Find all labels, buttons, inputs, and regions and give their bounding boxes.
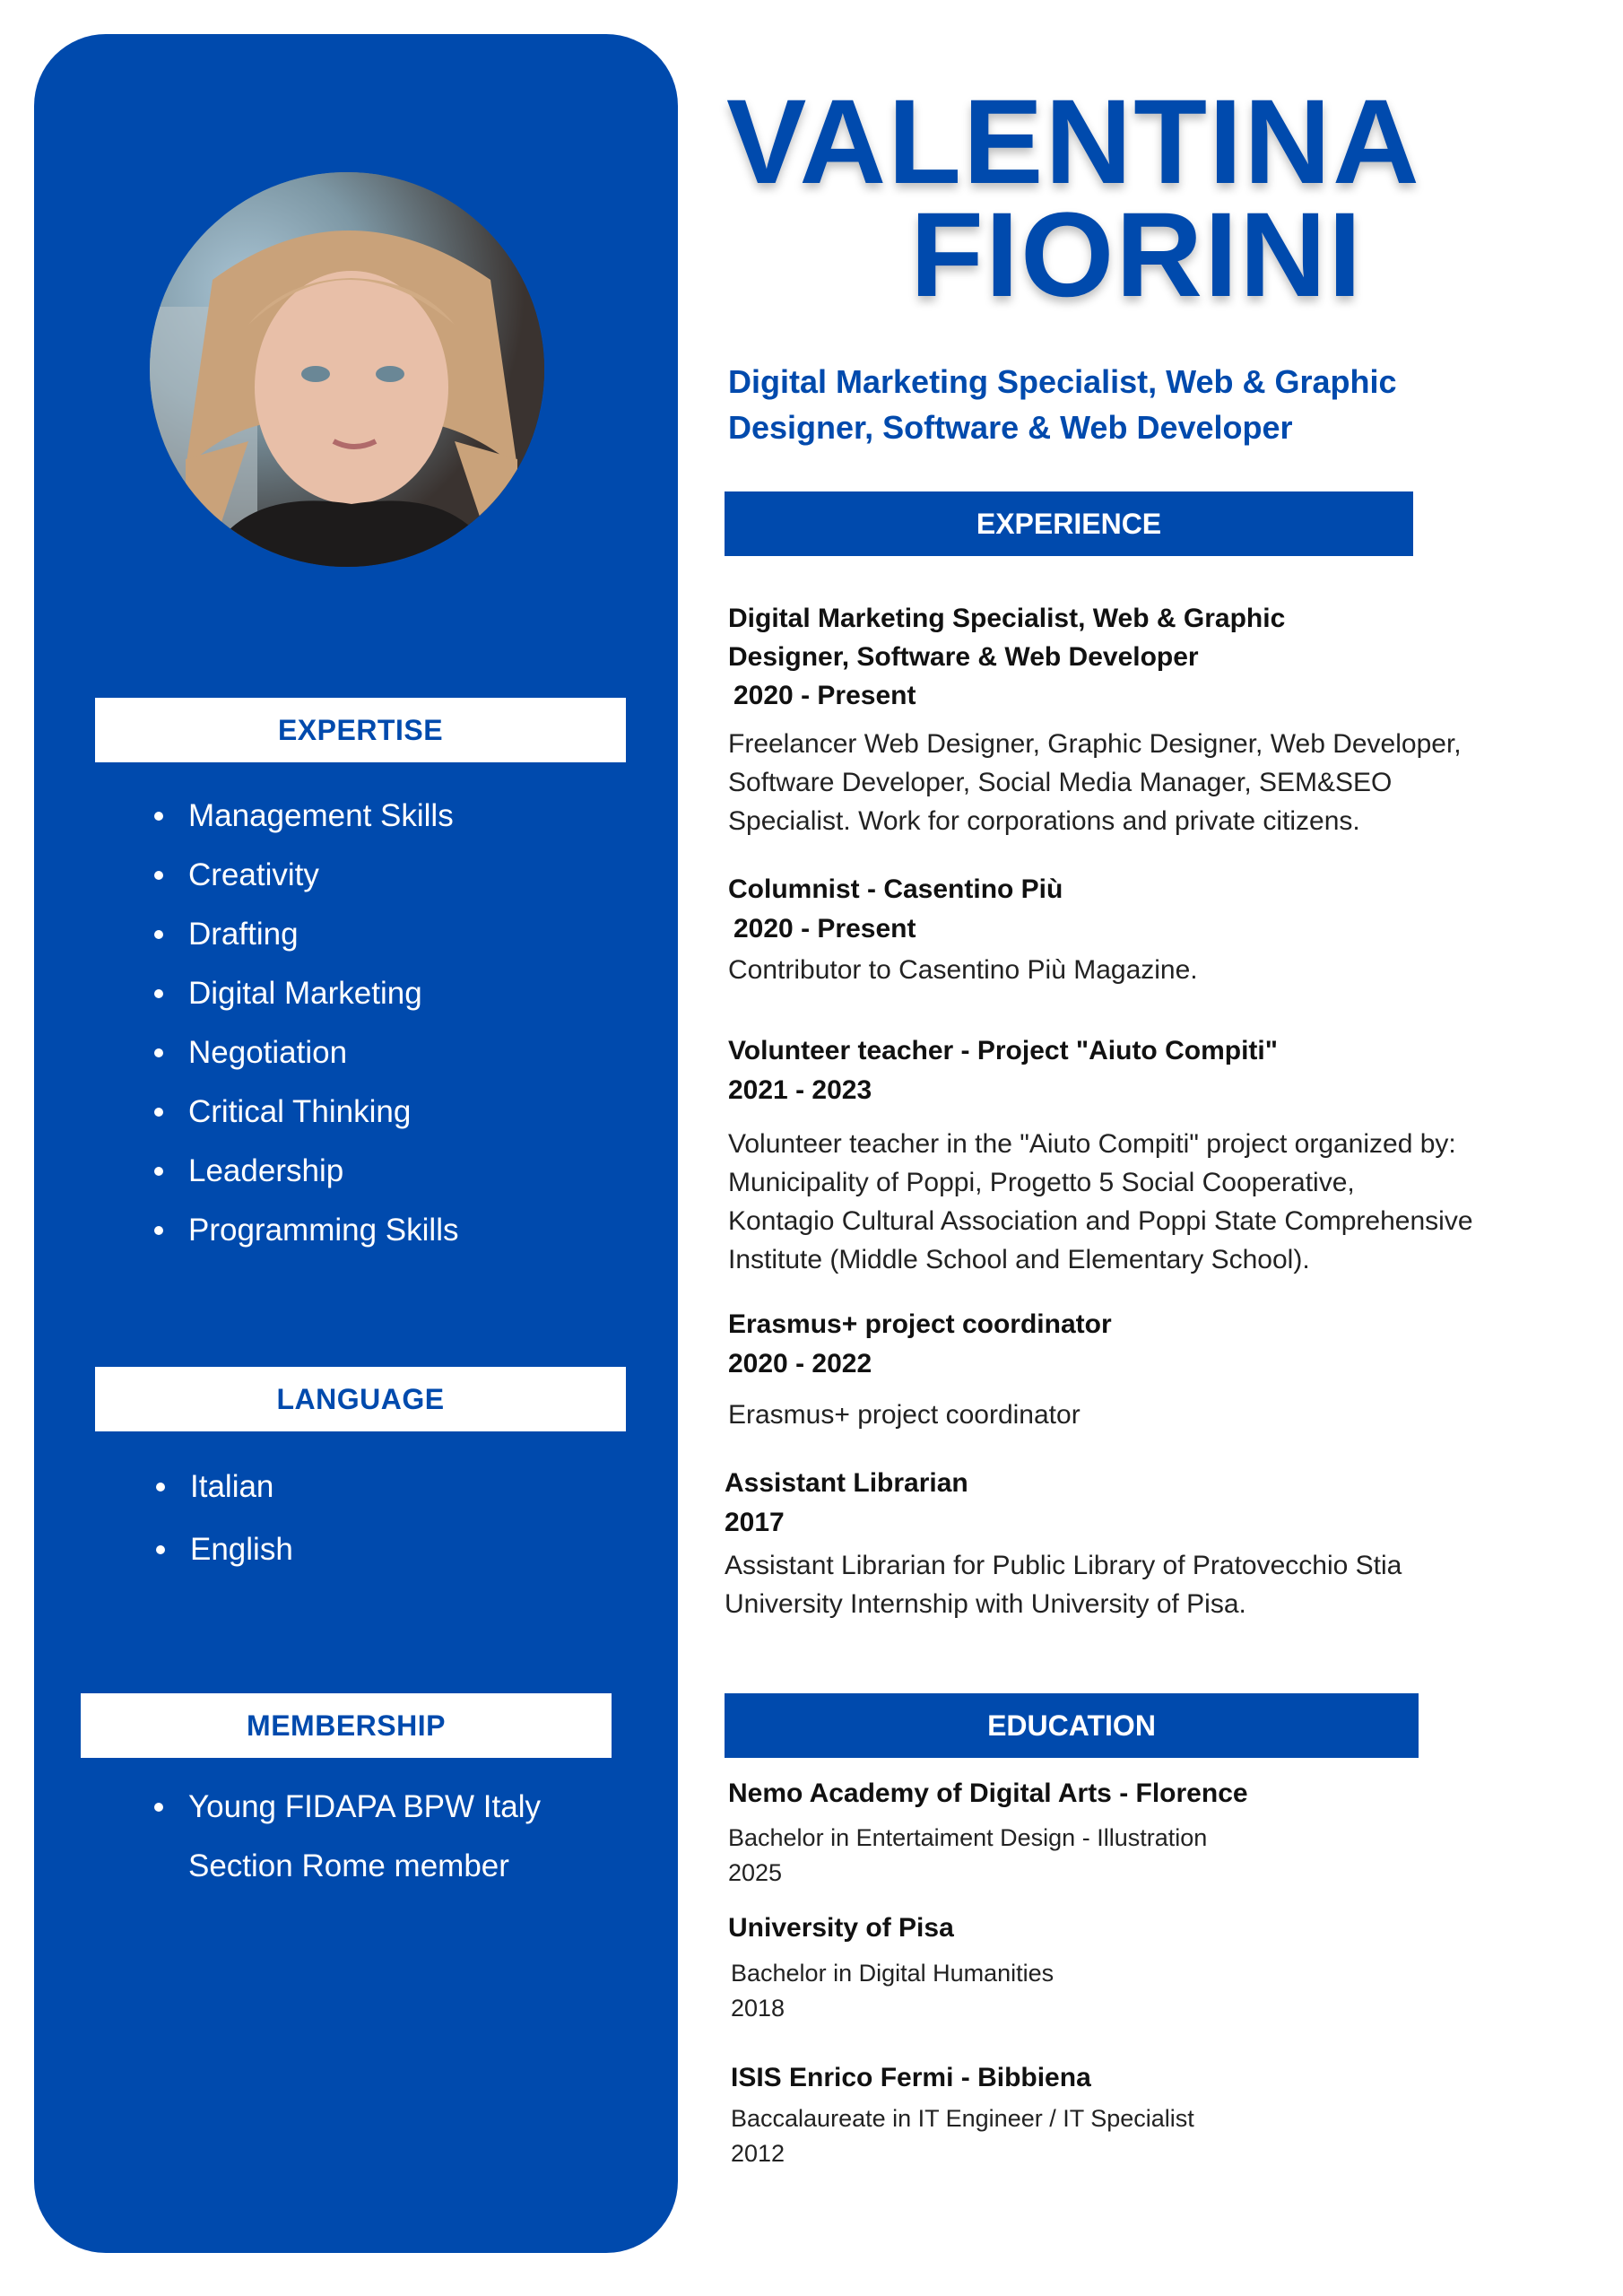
education-school: Nemo Academy of Digital Arts - Florence xyxy=(728,1779,1248,1808)
job-desc-line: Specialist. Work for corporations and private citizens. xyxy=(728,806,1360,836)
education-school: ISIS Enrico Fermi - Bibbiena xyxy=(731,2063,1091,2092)
membership-list xyxy=(154,1778,541,1896)
list-item xyxy=(154,1778,541,1896)
last-name: FIORINI xyxy=(910,188,1364,322)
list-item: Digital Marketing xyxy=(154,964,458,1023)
education-header xyxy=(725,1693,1419,1758)
job-date: 2020 - Present xyxy=(733,914,916,944)
job-title: Columnist - Casentino Più xyxy=(728,874,1063,904)
job-title: Volunteer teacher - Project "Aiuto Compiti" xyxy=(728,1036,1278,1065)
education-year: 2025 xyxy=(728,1859,783,1886)
experience-header xyxy=(725,491,1413,556)
expertise-title: EXPERTISE xyxy=(277,713,444,746)
job-desc-line: Freelancer Web Designer, Graphic Designer, Web Developer, xyxy=(728,729,1462,759)
job-description xyxy=(728,1125,1535,1279)
job-desc-line: Assistant Librarian for Public Library of Pratovecchio Stia xyxy=(725,1551,1402,1580)
education-year: 2012 xyxy=(731,2140,785,2167)
job-date: 2020 - Present xyxy=(733,681,916,710)
education-degree: Bachelor in Entertaiment Design - Illustration xyxy=(728,1824,1208,1851)
job-desc-line: Municipality of Poppi, Progetto 5 Social Cooperative, xyxy=(728,1168,1355,1197)
membership-title: MEMBERSHIP xyxy=(247,1709,446,1742)
person-name xyxy=(726,75,1444,322)
job-title-line-2: Designer, Software & Web Developer xyxy=(728,642,1199,672)
language-title: LANGUAGE xyxy=(276,1382,445,1415)
profile-photo-image xyxy=(150,172,544,567)
education-degree: Baccalaureate in IT Engineer / IT Specialist xyxy=(731,2105,1194,2132)
list-item: Management Skills xyxy=(154,787,458,846)
job-title xyxy=(728,599,1285,676)
job-desc-line: Volunteer teacher in the "Aiuto Compiti" project organized by: xyxy=(728,1129,1456,1159)
job-title-line-1: Digital Marketing Specialist, Web & Graphic xyxy=(728,604,1286,633)
list-item: Critical Thinking xyxy=(154,1083,458,1142)
subtitle-line-1: Digital Marketing Specialist, Web & Graphic xyxy=(728,363,1397,400)
subtitle-line-2: Designer, Software & Web Developer xyxy=(728,409,1293,446)
language-header xyxy=(95,1367,626,1431)
list-item: Italian xyxy=(156,1456,293,1518)
job-desc-line: Institute (Middle School and Elementary School). xyxy=(728,1245,1310,1274)
job-description: Erasmus+ project coordinator xyxy=(728,1400,1081,1430)
education-degree: Bachelor in Digital Humanities xyxy=(731,1960,1055,1987)
list-item: Programming Skills xyxy=(154,1201,458,1260)
membership-line-2: Section Rome member xyxy=(188,1848,509,1883)
language-list xyxy=(156,1456,293,1581)
job-desc-line: Kontagio Cultural Association and Poppi State Comprehensive xyxy=(728,1206,1473,1236)
job-date: 2017 xyxy=(725,1508,785,1537)
list-item: English xyxy=(156,1518,293,1581)
job-desc-line: Software Developer, Social Media Manager, SEM&SEO xyxy=(728,768,1393,797)
job-title: Erasmus+ project coordinator xyxy=(728,1309,1112,1339)
experience-title: EXPERIENCE xyxy=(976,507,1162,540)
education-school: University of Pisa xyxy=(728,1913,954,1943)
job-date: 2020 - 2022 xyxy=(728,1349,872,1378)
job-desc-line: University Internship with University of Pisa. xyxy=(725,1589,1246,1619)
job-subtitle xyxy=(728,359,1463,450)
profile-photo xyxy=(150,172,544,567)
job-date: 2021 - 2023 xyxy=(728,1075,872,1105)
education-title: EDUCATION xyxy=(987,1709,1156,1742)
job-title: Assistant Librarian xyxy=(725,1468,968,1498)
membership-line-1: Young FIDAPA BPW Italy xyxy=(188,1789,541,1824)
first-name: VALENTINA xyxy=(726,75,1421,209)
membership-header xyxy=(81,1693,612,1758)
job-description xyxy=(728,725,1535,840)
list-item: Drafting xyxy=(154,905,458,964)
list-item: Leadership xyxy=(154,1142,458,1201)
job-description: Contributor to Casentino Più Magazine. xyxy=(728,955,1198,985)
job-description xyxy=(725,1546,1532,1623)
education-year: 2018 xyxy=(731,1995,785,2022)
list-item: Creativity xyxy=(154,846,458,905)
expertise-header xyxy=(95,698,626,762)
list-item: Negotiation xyxy=(154,1023,458,1083)
expertise-list xyxy=(154,787,458,1260)
